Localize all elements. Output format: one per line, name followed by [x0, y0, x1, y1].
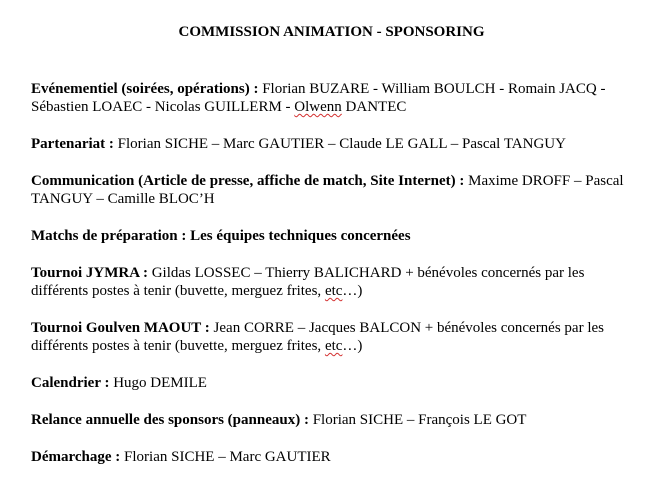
item-label: Tournoi Goulven MAOUT : — [31, 320, 210, 336]
spellcheck-marked-word[interactable]: etc — [324, 338, 343, 354]
item-demarchage — [31, 448, 643, 466]
item-members: Florian SICHE – François LE GOT — [308, 412, 527, 428]
document-title: COMMISSION ANIMATION - SPONSORING — [178, 24, 485, 40]
item-label: Evénementiel (soirées, opérations) : — [31, 81, 259, 97]
item-members-end: …) — [342, 283, 363, 299]
item-label: Calendrier : — [31, 375, 110, 391]
item-evenementiel — [31, 80, 643, 116]
item-label: Communication (Article de presse, affiche de match, Site Internet) : — [31, 173, 465, 189]
spellcheck-marked-word[interactable]: Olwenn — [294, 99, 342, 115]
item-members: Maxime DROFF – Pascal TANGUY – Camille BLOC’H — [31, 173, 624, 207]
item-label: Relance annuelle des sponsors (panneaux) : — [31, 412, 309, 428]
item-matchs-preparation — [31, 227, 643, 245]
item-label: Tournoi JYMRA : — [31, 265, 148, 281]
item-label: Partenariat : — [31, 136, 114, 152]
item-relance-sponsors — [31, 411, 643, 429]
item-label: Démarchage : — [31, 449, 121, 465]
item-calendrier — [31, 374, 643, 392]
item-members-end: …) — [342, 338, 363, 354]
item-members: Florian BUZARE - William BOULCH - Romain JACQ - Sébastien LOAEC - Nicolas GUILLERM - — [31, 81, 606, 115]
spellcheck-marked-word[interactable]: etc — [324, 283, 343, 299]
item-members: Florian SICHE – Marc GAUTIER — [120, 449, 331, 465]
commission-list — [31, 80, 643, 485]
item-communication — [31, 172, 643, 208]
item-members: Hugo DEMILE — [109, 375, 207, 391]
item-tournoi-jymra — [31, 264, 643, 300]
item-members: Florian SICHE – Marc GAUTIER – Claude LE GALL – Pascal TANGUY — [113, 136, 566, 152]
item-tournoi-goulven-maout — [31, 319, 643, 355]
item-label: Matchs de préparation : Les équipes techniques concernées — [31, 228, 411, 244]
item-members-end: DANTEC — [341, 99, 407, 115]
item-members: Jean CORRE – Jacques BALCON + bénévoles concernés par les différents postes à tenir (buvette, merguez frites, — [31, 320, 604, 354]
item-members: Gildas LOSSEC – Thierry BALICHARD + bénévoles concernés par les différents postes à tenir (buvette, merguez frites, — [31, 265, 585, 299]
item-partenariat — [31, 135, 643, 153]
